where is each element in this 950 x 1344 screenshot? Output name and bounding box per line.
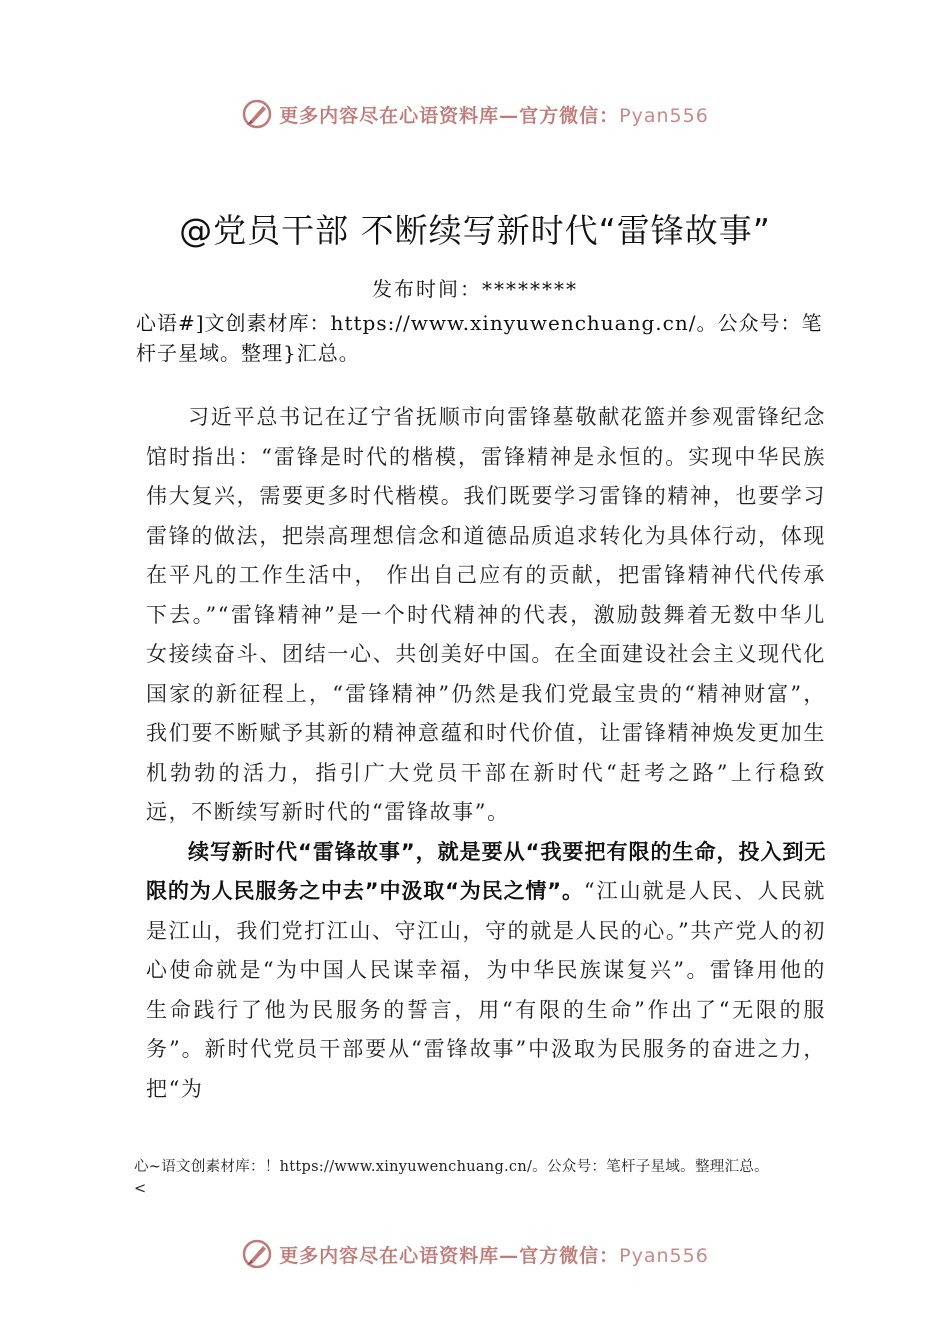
- pen-logo-icon: [241, 98, 273, 130]
- banner-text: 更多内容尽在心语资料库—官方微信：Pyan556: [279, 1244, 709, 1267]
- paragraph: [146, 833, 826, 1110]
- pen-logo-icon: [241, 1238, 273, 1270]
- article-body: [146, 398, 826, 1109]
- publish-time: 发布时间：********: [372, 277, 578, 301]
- paragraph: 习近平总书记在辽宁省抚顺市向雷锋墓敬献花篮并参观雷锋纪念馆时指出：“雷锋是时代的楷模，雷锋精神是永恒的。实现中华民族伟大复兴，需要更多时代楷模。我们既要学习雷锋的精神，也要学习雷锋的做法，把崇高理想信念和道德品质追求转化为具体行动，体现在平凡的工作生活中， 作出自己应有的贡献，把雷锋精神代代传承下去。”“雷锋精神”是一个时代精神的代表，激励鼓舞着无数中华儿女接续奋斗、团结一心、共创美好中国。在全面建设社会主义现代化国家的新征程上，“雷锋精神”仍然是我们党最宝贵的“精神财富”，我们要不断赋予其新的精神意蕴和时代价值，让雷锋精神焕发更加生机勃勃的活力，指引广大党员干部在新时代“赶考之路”上行稳致远，不断续写新时代的“雷锋故事”。: [146, 405, 826, 824]
- footer-source: 心~语文创素材库：！https://www.xinyuwenchuang.cn/。公众号：笔杆子星域。整理汇总。: [134, 1159, 769, 1175]
- header-banner: [0, 94, 950, 134]
- wechat-handle: Pyan556: [619, 1244, 709, 1267]
- footer-tail: <: [134, 1181, 147, 1197]
- page-title: @党员干部 不断续写新时代“雷锋故事”: [179, 211, 771, 250]
- footer-note: [134, 1156, 874, 1200]
- paragraph-text: “江山就是人民、人民就是江山，我们党打江山、守江山，守的就是人民的心。”共产党人的初心使命就是“为中国人民谋幸福，为中华民族谋复兴”。雷锋用他的生命践行了他为民服务的誓言，用“有限的生命”作出了“无限的服务”。新时代党员干部要从“雷锋故事”中汲取为民服务的奋进之力，把“为: [146, 879, 827, 1101]
- paragraph-lead: 续写新时代“雷锋故事”，就是要从“我要把有限的生命，投入到无限的为人民服务之中去”中汲取“为民之情”。: [146, 839, 826, 903]
- source-line: 心语#]文创素材库：https://www.xinyuwenchuang.cn/。公众号：笔杆子星域。整理}汇总。: [136, 311, 823, 365]
- wechat-handle: Pyan556: [619, 104, 709, 127]
- footer-banner: [0, 1234, 950, 1274]
- banner-text: 更多内容尽在心语资料库—官方微信：Pyan556: [279, 104, 709, 127]
